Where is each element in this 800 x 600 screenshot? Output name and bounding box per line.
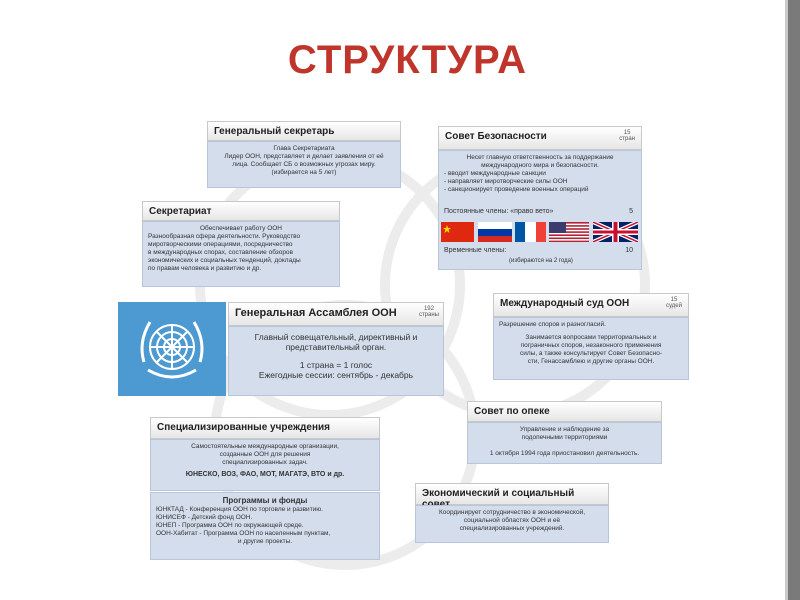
sec-gen-text: лица. Сообщает СБ о возможных угрозах миру.: [232, 161, 376, 168]
sc-permanent-label: Постоянные члены: «право вето»: [444, 208, 554, 215]
icj-count: 15: [670, 297, 678, 303]
trust-header: [467, 401, 662, 422]
ga-count-label: страны: [418, 312, 439, 318]
secretariat-text: миротворческими операциями, посредничество: [148, 241, 293, 248]
trust-text: подопечными территориями: [521, 434, 608, 441]
icj-text: силы, а также консультирует Совет Безопасно-: [519, 350, 663, 357]
ga-text: представительный орган.: [285, 342, 387, 352]
ecosoc-text: социальной областях ООН и её: [463, 517, 561, 524]
icj-title: Международный суд ООН: [500, 298, 630, 309]
icj-count-label: судей: [666, 303, 682, 309]
secretariat-title: Секретариат: [149, 206, 212, 217]
icj-text: Разрешение споров и разногласий.: [499, 321, 606, 328]
sec-gen-text: Лидер ООН, представляет и делает заявления от её: [224, 153, 384, 160]
sc-temporary-label: Временные члены:: [444, 247, 507, 254]
icj-text: пограничных споров, незаконного применения: [520, 342, 662, 349]
trust-text: Управление и наблюдение за: [519, 426, 610, 433]
icj-header: [493, 293, 689, 317]
sc-body: [438, 150, 642, 270]
icj-text: Занимается вопросами территориальных и: [525, 334, 657, 341]
secretariat-text: экономических и социальных тенденций, доклады: [148, 257, 301, 264]
sec-gen-text: Глава Секретариата: [273, 145, 335, 152]
ecosoc-body: [415, 505, 609, 543]
agencies-text: специализированных задач.: [222, 459, 308, 466]
sc-permanent-count: 5: [629, 208, 633, 215]
flag-uk-icon: [593, 222, 638, 242]
secretariat-text: Обеспечивает работу ООН: [199, 225, 283, 232]
trust-body: [467, 422, 662, 464]
secretariat-text: Разнообразная сфера деятельности. Руководство: [148, 233, 301, 240]
secretariat-text: по правам человека и развитию и др.: [148, 265, 262, 272]
ecosoc-text: специализированных учреждений.: [459, 525, 565, 532]
ga-text: 1 страна = 1 голос: [299, 360, 373, 370]
ga-header: [228, 302, 444, 326]
secretariat-header: [142, 201, 340, 221]
programs-text: ЮНЕП - Программа ООН по окружающей среде.: [156, 522, 304, 529]
programs-text: ЮНКТАД - Конференция ООН по торговле и развитию.: [156, 506, 323, 513]
sc-text: - вводит международные санкции: [444, 170, 546, 177]
ga-title: Генеральная Ассамблея ООН: [235, 307, 397, 319]
sc-count: 15: [623, 130, 631, 136]
programs-body: [150, 492, 380, 560]
ecosoc-title: Экономический и социальный: [422, 488, 575, 499]
sc-title: Совет Безопасности: [445, 131, 547, 142]
sc-text: - направляет миротворческие силы ООН: [444, 178, 568, 185]
agencies-text: созданные ООН для решения: [219, 451, 311, 458]
sec-gen-text: (избирается на 5 лет): [271, 169, 337, 176]
programs-text: ООН-Хабитат - Программа ООН по населенным пунктам,: [156, 530, 331, 537]
agencies-title: Специализированные учреждения: [157, 422, 330, 433]
sc-count-label: стран: [619, 136, 635, 142]
agencies-body: [150, 439, 380, 491]
flag-russia-icon: [478, 222, 512, 242]
flag-china-icon: [441, 222, 474, 242]
secretariat-text: в международных спорах, составление обзоров: [148, 249, 293, 256]
sc-temporary-note: (избираются на 2 года): [509, 258, 573, 264]
sec-gen-title: Генеральный секретарь: [214, 126, 335, 137]
ga-count: 192: [423, 306, 434, 312]
ga-text: Главный совещательный, директивный и: [254, 332, 418, 342]
decorative-bar: [788, 0, 800, 600]
flag-usa-icon: [549, 222, 589, 242]
page-title: СТРУКТУРА: [287, 38, 528, 82]
sec-gen-body: [207, 141, 401, 188]
programs-title: Программы и фонды: [222, 496, 308, 505]
sc-text: международного мира и безопасности.: [481, 162, 599, 169]
sc-temporary-count: 10: [625, 247, 633, 254]
sc-header: [438, 126, 642, 150]
programs-text: и другие проекты.: [237, 538, 293, 545]
secretariat-body: [142, 221, 340, 287]
ecosoc-header: [415, 483, 609, 505]
icj-text: сти, Генассамблею и другие органы ООН.: [527, 358, 655, 365]
ga-body: [228, 326, 444, 396]
sec-gen-header: [207, 121, 401, 141]
icj-body: [493, 317, 689, 380]
programs-text: ЮНИСЕФ - Детский фонд ООН.: [156, 514, 253, 521]
ecosoc-text: Координирует сотрудничество в экономической,: [438, 509, 586, 516]
flag-france-icon: [515, 222, 546, 242]
agencies-list: ЮНЕСКО, ВОЗ, ФАО, МОТ, МАГАТЭ, ВТО и др.: [185, 471, 345, 478]
un-emblem-icon: [118, 302, 226, 396]
agencies-header: [150, 417, 380, 439]
sc-text: Несет главную ответственность за поддержание: [466, 154, 614, 161]
trust-text: 1 октября 1994 года приостановил деятельность.: [489, 450, 640, 457]
agencies-text: Самостоятельные международные организации,: [191, 443, 339, 450]
trust-title: Совет по опеке: [474, 406, 550, 417]
ga-text: Ежегодные сессии: сентябрь - декабрь: [258, 370, 414, 380]
sc-text: - санкционирует проведение военных операций: [444, 186, 589, 193]
